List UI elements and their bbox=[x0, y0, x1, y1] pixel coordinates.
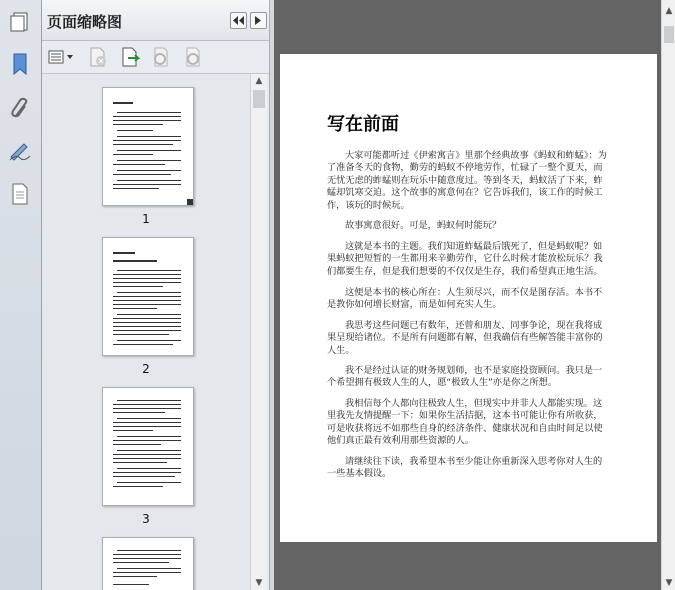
thumbnail-toolbar bbox=[42, 41, 269, 74]
options-list-icon bbox=[48, 50, 74, 64]
delete-page-icon bbox=[88, 47, 108, 67]
page-number-3: 3 bbox=[142, 512, 150, 526]
replace-pages-button[interactable] bbox=[120, 47, 142, 67]
rotate-cw-icon bbox=[182, 47, 202, 67]
doc-scrollbar-thumb[interactable] bbox=[664, 26, 674, 43]
paragraph-5: 我思考这些问题已有数年，还曾和朋友、同事争论，现在我将成果呈现给诸位。不是所有问题都有解，但我确信有些解答能丰富你的人生。 bbox=[327, 320, 603, 356]
rotate-cw-button[interactable] bbox=[182, 47, 202, 67]
scroll-up-arrow[interactable]: ▲ bbox=[255, 76, 263, 86]
thumbnail-list bbox=[42, 74, 250, 590]
page-number-1: 1 bbox=[142, 212, 150, 226]
collapse-left-button[interactable] bbox=[230, 12, 247, 29]
rotate-ccw-button[interactable] bbox=[150, 47, 170, 67]
document-scrollbar[interactable] bbox=[661, 0, 675, 590]
page-thumbnails-panel-icon[interactable] bbox=[6, 8, 34, 36]
paragraph-1: 大家可能都听过《伊索寓言》里那个经典故事《蚂蚁和蚱蜢》：为了准备冬天的食物，勤劳的蚂蚁不停地劳作，忙碌了一整个夏天，而无忧无虑的蚱蜢则在玩乐中随意度过。等到冬天，蚂蚁活了下来，蚱蜢却饥寒交迫。这个故事的寓意何在？它告诉我们，该工作的时候工作，该玩的时候玩。 bbox=[327, 150, 607, 211]
expand-right-button[interactable] bbox=[250, 12, 267, 29]
doc-scroll-down-arrow[interactable]: ▼ bbox=[665, 578, 673, 588]
document-view bbox=[274, 0, 661, 590]
chevron-right-icon bbox=[255, 16, 262, 25]
page-thumbnail-3[interactable] bbox=[102, 387, 194, 506]
double-chevron-left-icon bbox=[233, 16, 244, 25]
thumbnails-scrollbar[interactable] bbox=[250, 74, 267, 590]
thumbnails-pane bbox=[42, 0, 269, 590]
paragraph-2: 故事寓意很好。可是，蚂蚁何时能玩？ bbox=[345, 220, 502, 231]
delete-pages-button[interactable] bbox=[88, 47, 108, 67]
pane-header bbox=[42, 0, 269, 41]
page-number-2: 2 bbox=[142, 362, 150, 376]
paragraph-7: 我相信每个人都向往极致人生，但现实中并非人人都能实现。这里我先友情提醒一下：如果你生活拮据，这本书可能让你有所收获，可是收获将远不如那些自身的经济条件、健康状况和自由时间足以使他们真正最有效利用那些资源的人。 bbox=[327, 398, 603, 447]
navigation-strip bbox=[0, 0, 42, 590]
paragraph-3: 这就是本书的主题。我们知道蚱蜢最后饿死了，但是蚂蚁呢？如果蚂蚁把短暂的一生都用来辛勤劳作，它什么时候才能放松玩乐？我们都要生存，但是我们想要的不仅仅是生存，我们希望真正地生活。 bbox=[327, 241, 603, 277]
page-thumbnail-2[interactable] bbox=[102, 237, 194, 356]
page-thumbnail-1[interactable] bbox=[102, 87, 194, 206]
paragraph-4: 这便是本书的核心所在：人生须尽兴，而不仅是图存活。本书不是教你如何增长财富，而是如何充实人生。 bbox=[327, 287, 603, 311]
document-page bbox=[280, 54, 657, 542]
options-menu-button[interactable] bbox=[48, 47, 74, 67]
document-title: 写在前面 bbox=[327, 114, 399, 135]
rotate-ccw-icon bbox=[150, 47, 170, 67]
pane-title: 页面缩略图 bbox=[47, 13, 123, 31]
doc-scroll-up-arrow[interactable]: ▲ bbox=[665, 6, 673, 16]
page-thumbnails-icon[interactable] bbox=[6, 180, 34, 208]
signatures-icon[interactable] bbox=[6, 137, 34, 165]
replace-page-icon bbox=[120, 47, 142, 67]
attachments-icon[interactable] bbox=[6, 94, 34, 122]
scroll-down-arrow[interactable]: ▼ bbox=[255, 578, 263, 588]
paragraph-6: 我不是经过认证的财务规划师，也不是家庭投资顾问。我只是一个希望拥有极致人生的人，愿“极致人生”亦是你之所想。 bbox=[327, 365, 603, 389]
scrollbar-thumb[interactable] bbox=[253, 90, 265, 108]
paragraph-8: 请继续往下读，我希望本书至少能让你重新深入思考你对人生的一些基本假设。 bbox=[327, 456, 603, 480]
bookmarks-icon[interactable] bbox=[6, 50, 34, 78]
page-thumbnail-4[interactable] bbox=[102, 537, 194, 590]
